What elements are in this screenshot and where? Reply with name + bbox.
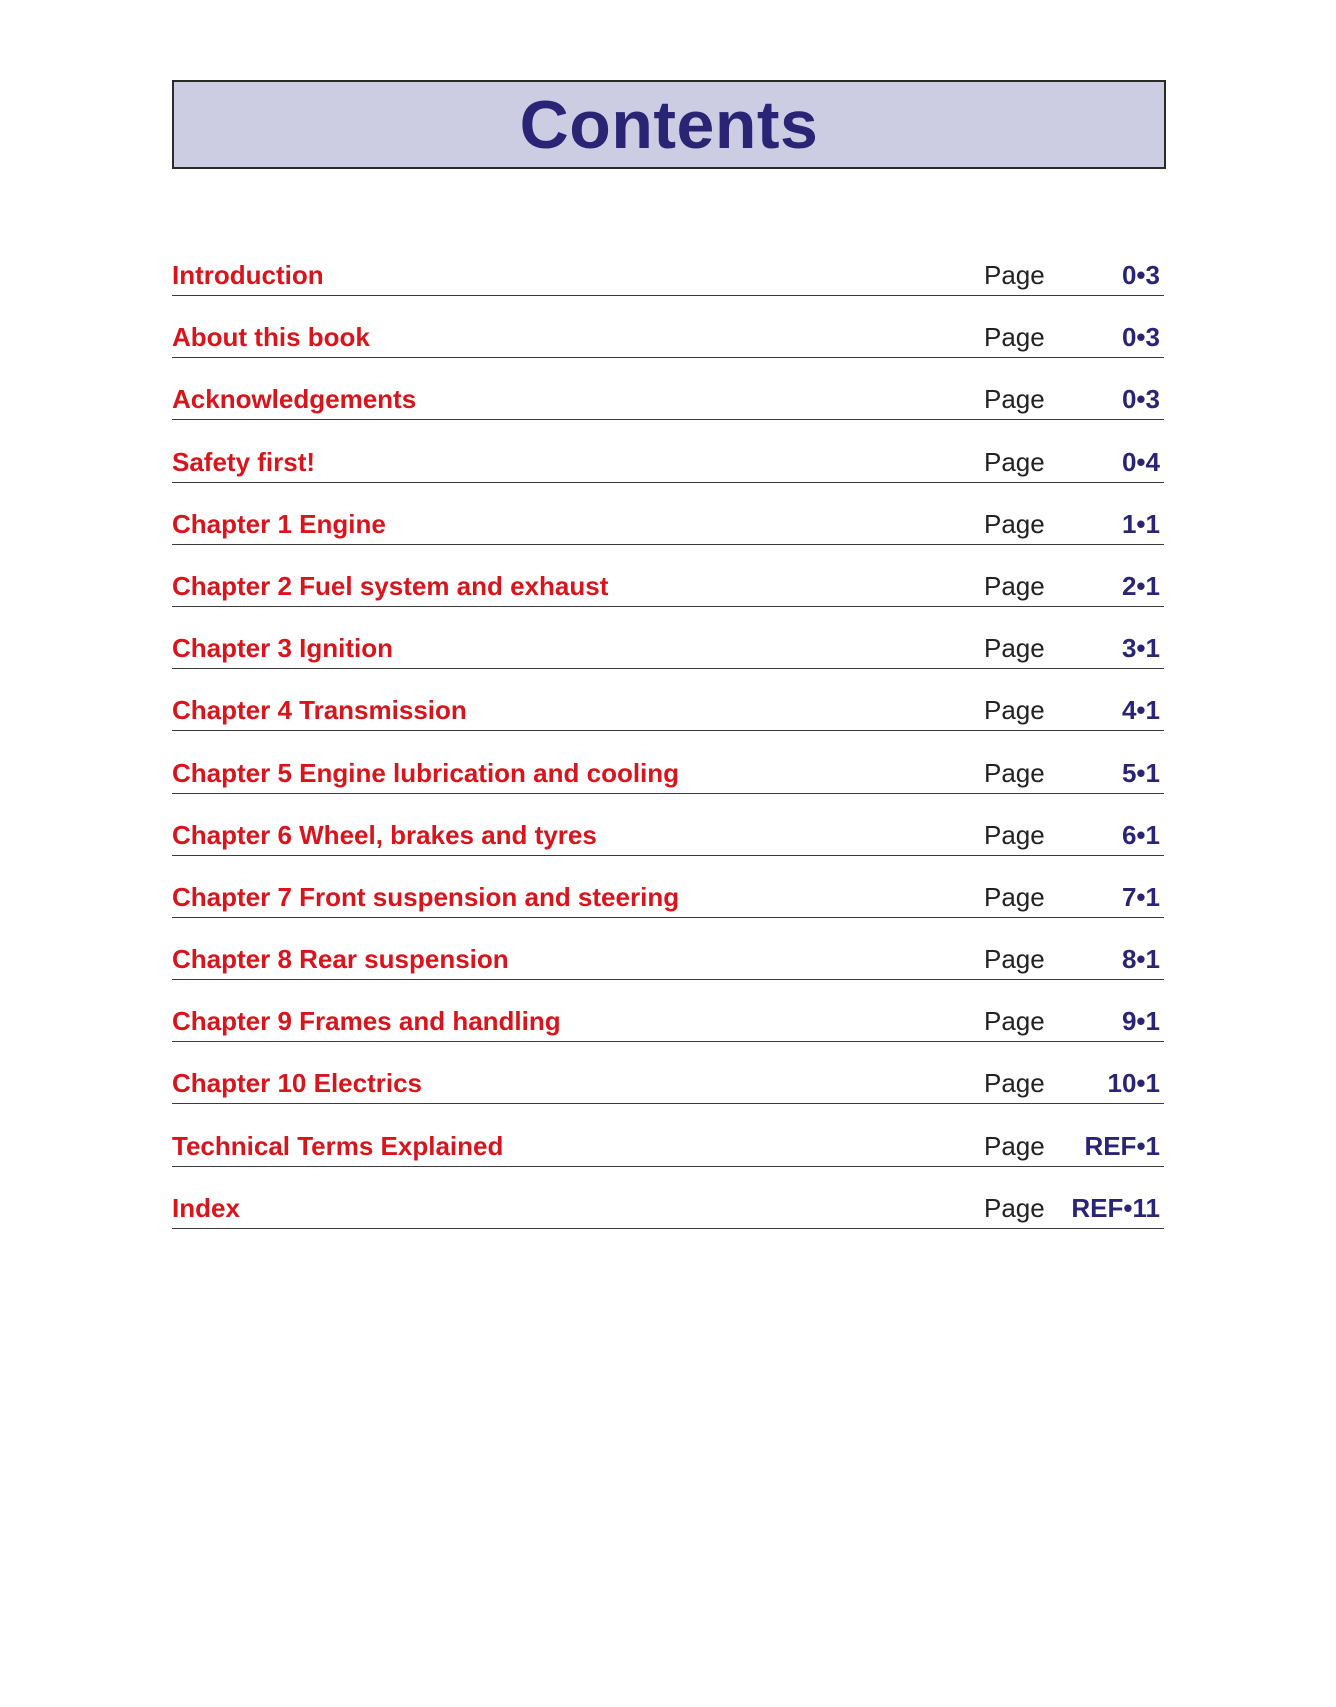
toc-entry-label[interactable]: About this book xyxy=(172,322,370,353)
toc-page-word: Page xyxy=(984,819,1045,850)
toc-entry-chapter-9[interactable] xyxy=(172,996,1164,1058)
toc-page-word: Page xyxy=(984,757,1045,788)
toc-divider xyxy=(172,606,1164,607)
toc-divider xyxy=(172,1166,1164,1167)
toc-page-number[interactable]: 1•1 xyxy=(1121,508,1160,539)
toc-divider xyxy=(172,544,1164,545)
toc-entry-label[interactable]: Chapter 9 Frames and handling xyxy=(172,1006,561,1037)
toc-entry-chapter-2[interactable] xyxy=(172,561,1164,623)
toc-page-word: Page xyxy=(984,1192,1045,1223)
toc-divider xyxy=(172,482,1164,483)
toc-page-number[interactable]: 9•1 xyxy=(1121,1006,1160,1037)
toc-entry-chapter-7[interactable] xyxy=(172,872,1164,934)
toc-entry-chapter-4[interactable] xyxy=(172,685,1164,747)
toc-divider xyxy=(172,295,1164,296)
toc-divider xyxy=(172,730,1164,731)
toc-entry-label[interactable]: Acknowledgements xyxy=(172,384,417,415)
toc-page-number[interactable]: 10•1 xyxy=(1107,1068,1160,1099)
toc-divider xyxy=(172,668,1164,669)
toc-page-number[interactable]: 3•1 xyxy=(1121,633,1160,664)
toc-page-word: Page xyxy=(984,446,1045,477)
toc-divider xyxy=(172,1041,1164,1042)
toc-divider xyxy=(172,357,1164,358)
toc-entry-label[interactable]: Introduction xyxy=(172,260,324,290)
toc-page-number[interactable]: 0•4 xyxy=(1121,446,1160,477)
toc-divider xyxy=(172,1103,1164,1104)
toc-page-word: Page xyxy=(984,570,1045,601)
toc-entry-label[interactable]: Chapter 2 Fuel system and exhaust xyxy=(172,570,609,601)
toc-page-word: Page xyxy=(984,633,1045,664)
toc-entry-index[interactable] xyxy=(172,1183,1164,1245)
toc-page-word: Page xyxy=(984,881,1045,912)
toc-entry-introduction[interactable] xyxy=(172,250,1164,312)
toc-entry-label[interactable]: Chapter 1 Engine xyxy=(172,508,386,539)
toc-divider xyxy=(172,917,1164,918)
toc-entry-label[interactable]: Chapter 3 Ignition xyxy=(172,633,393,664)
toc-page-number[interactable]: 5•1 xyxy=(1121,757,1160,788)
toc-divider xyxy=(172,855,1164,856)
toc-entry-chapter-8[interactable] xyxy=(172,934,1164,996)
toc-page-number[interactable]: 0•3 xyxy=(1121,384,1160,415)
toc-page-word: Page xyxy=(984,508,1045,539)
toc-entry-about-this-book[interactable] xyxy=(172,312,1164,374)
table-of-contents xyxy=(172,250,1164,1245)
toc-entry-label[interactable]: Chapter 4 Transmission xyxy=(172,695,467,726)
toc-entry-label[interactable]: Chapter 10 Electrics xyxy=(172,1068,423,1099)
toc-page-number[interactable]: 4•1 xyxy=(1121,695,1160,726)
toc-entry-chapter-10[interactable] xyxy=(172,1058,1164,1120)
contents-title-box xyxy=(172,80,1166,169)
toc-entry-chapter-1[interactable] xyxy=(172,499,1164,561)
toc-page-number[interactable]: 0•3 xyxy=(1121,260,1160,290)
toc-entry-label[interactable]: Index xyxy=(172,1192,240,1223)
page-title: Contents xyxy=(519,86,819,163)
toc-entry-technical-terms[interactable] xyxy=(172,1121,1164,1183)
toc-entry-acknowledgements[interactable] xyxy=(172,374,1164,436)
toc-page-word: Page xyxy=(984,384,1045,415)
toc-page-word: Page xyxy=(984,1006,1045,1037)
toc-page-number[interactable]: 2•1 xyxy=(1121,570,1160,601)
toc-divider xyxy=(172,979,1164,980)
toc-page-word: Page xyxy=(984,695,1045,726)
toc-page-word: Page xyxy=(984,944,1045,975)
toc-page-number[interactable]: 8•1 xyxy=(1121,944,1160,975)
toc-entry-chapter-6[interactable] xyxy=(172,810,1164,872)
toc-entry-chapter-3[interactable] xyxy=(172,623,1164,685)
toc-divider xyxy=(172,1228,1164,1229)
toc-page-number[interactable]: REF•1 xyxy=(1084,1130,1160,1161)
toc-entry-safety-first[interactable] xyxy=(172,437,1164,499)
toc-entry-label[interactable]: Chapter 8 Rear suspension xyxy=(172,944,509,975)
toc-page-number[interactable]: REF•11 xyxy=(1071,1192,1160,1223)
toc-page-number[interactable]: 6•1 xyxy=(1121,819,1160,850)
toc-divider xyxy=(172,419,1164,420)
toc-page-word: Page xyxy=(984,260,1045,290)
toc-page-number[interactable]: 0•3 xyxy=(1121,322,1160,353)
toc-page-word: Page xyxy=(984,322,1045,353)
toc-entry-label[interactable]: Chapter 6 Wheel, brakes and tyres xyxy=(172,819,597,850)
toc-entry-label[interactable]: Chapter 5 Engine lubrication and cooling xyxy=(172,757,680,788)
toc-entry-label[interactable]: Chapter 7 Front suspension and steering xyxy=(172,881,680,912)
toc-page-word: Page xyxy=(984,1130,1045,1161)
toc-entry-label[interactable]: Safety first! xyxy=(172,446,316,477)
toc-divider xyxy=(172,793,1164,794)
toc-page-number[interactable]: 7•1 xyxy=(1121,881,1160,912)
toc-entry-label[interactable]: Technical Terms Explained xyxy=(172,1130,504,1161)
toc-page-word: Page xyxy=(984,1068,1045,1099)
toc-entry-chapter-5[interactable] xyxy=(172,748,1164,810)
